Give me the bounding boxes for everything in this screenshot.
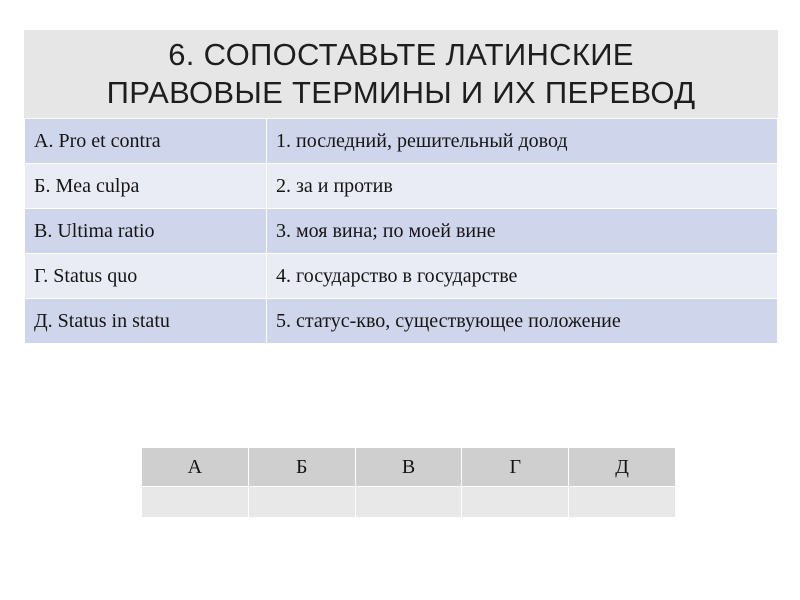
answer-cell-a[interactable]: [142, 487, 249, 518]
table-row: [25, 164, 778, 209]
translation-cell: 4. государство в государстве: [267, 254, 778, 299]
page-title: [107, 36, 696, 112]
answer-header-row: [142, 448, 676, 487]
title-line-2: ПРАВОВЫЕ ТЕРМИНЫ И ИХ ПЕРЕВОД: [106, 75, 696, 110]
title-box: [24, 30, 778, 118]
table-row: [25, 119, 778, 164]
answer-row: [142, 487, 676, 518]
title-line-1: 6. СОПОСТАВЬТЕ ЛАТИНСКИЕ: [168, 37, 634, 72]
table-row: [25, 209, 778, 254]
term-cell: Д. Status in statu: [25, 299, 267, 344]
answer-header-b: Б: [248, 448, 355, 487]
table-row: [25, 254, 778, 299]
translation-cell: 2. за и против: [267, 164, 778, 209]
terms-table: [24, 118, 778, 344]
answer-cell-g[interactable]: [462, 487, 569, 518]
answer-cell-b[interactable]: [248, 487, 355, 518]
answer-header-g: Г: [462, 448, 569, 487]
term-cell: А. Pro et contra: [25, 119, 267, 164]
answer-header-v: В: [355, 448, 462, 487]
term-cell: Г. Status quo: [25, 254, 267, 299]
term-cell: В. Ultima ratio: [25, 209, 267, 254]
answer-cell-v[interactable]: [355, 487, 462, 518]
term-cell: Б. Mea culpa: [25, 164, 267, 209]
translation-cell: 3. моя вина; по моей вине: [267, 209, 778, 254]
table-row: [25, 299, 778, 344]
answer-header-d: Д: [569, 448, 676, 487]
answer-table: [141, 447, 676, 518]
translation-cell: 1. последний, решительный довод: [267, 119, 778, 164]
translation-cell: 5. статус-кво, существующее положение: [267, 299, 778, 344]
answer-header-a: А: [142, 448, 249, 487]
answer-cell-d[interactable]: [569, 487, 676, 518]
